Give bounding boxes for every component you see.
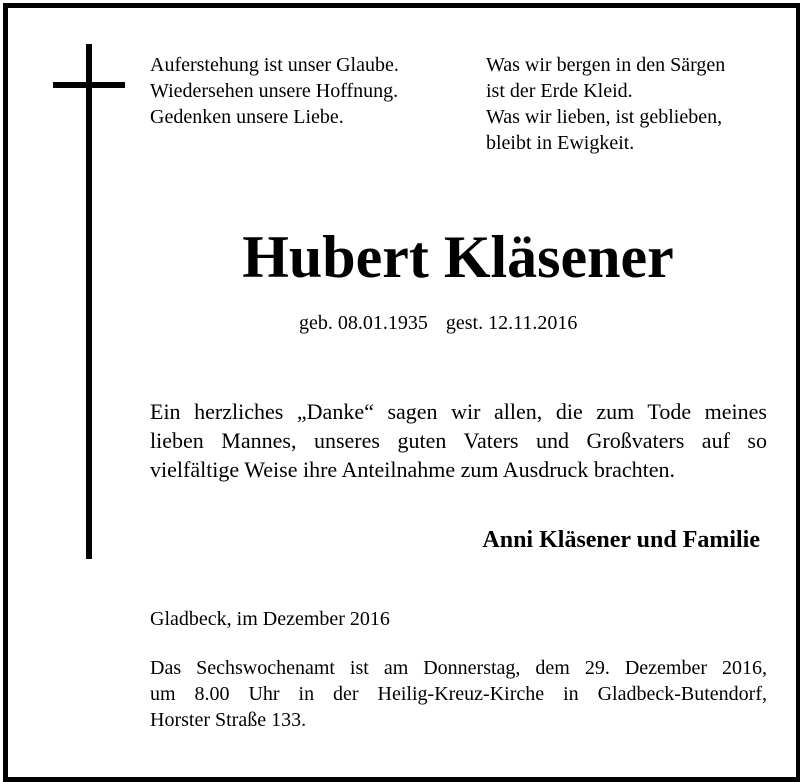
poem-right-line: Was wir lieben, ist geblieben, xyxy=(486,106,723,128)
thanks-line: Ein herzliches „Danke“ sagen wir allen, die zum Tode meines xyxy=(150,399,767,424)
poem-right-line: ist der Erde Kleid. xyxy=(486,80,633,102)
poem-left-line: Gedenken unsere Liebe. xyxy=(150,106,344,128)
poem-right-line: Was wir bergen in den Särgen xyxy=(486,54,726,76)
death-date: gest. 12.11.2016 xyxy=(445,312,578,334)
life-dates xyxy=(299,310,577,336)
service-line: Das Sechswochenamt ist am Donnerstag, dem 29. Dezember 2016, xyxy=(150,657,767,679)
poem-left xyxy=(150,52,399,130)
birth-date: geb. 08.01.1935 xyxy=(299,312,428,334)
cross-vertical-bar xyxy=(86,44,92,559)
service-line: Horster Straße 133. xyxy=(150,709,307,731)
place-date: Gladbeck, im Dezember 2016 xyxy=(150,608,390,630)
poem-right-line: bleibt in Ewigkeit. xyxy=(486,132,635,154)
signature: Anni Kläsener und Familie xyxy=(482,527,760,553)
poem-left-line: Auferstehung ist unser Glaube. xyxy=(150,54,399,76)
service-announcement xyxy=(150,655,767,733)
cross-horizontal-bar xyxy=(53,82,125,88)
poem-right xyxy=(486,52,725,156)
service-line: um 8.00 Uhr in der Heilig-Kreuz-Kirche in Gladbeck-Butendorf, xyxy=(150,683,767,705)
thanks-line: vielfältige Weise ihre Anteilnahme zum Ausdruck brachten. xyxy=(150,457,676,482)
deceased-name: Hubert Kläsener xyxy=(242,224,674,290)
thanks-paragraph xyxy=(150,397,767,484)
poem-left-line: Wiedersehen unsere Hoffnung. xyxy=(150,80,399,102)
thanks-line: lieben Mannes, unseres guten Vaters und Großvaters auf so xyxy=(150,428,767,453)
